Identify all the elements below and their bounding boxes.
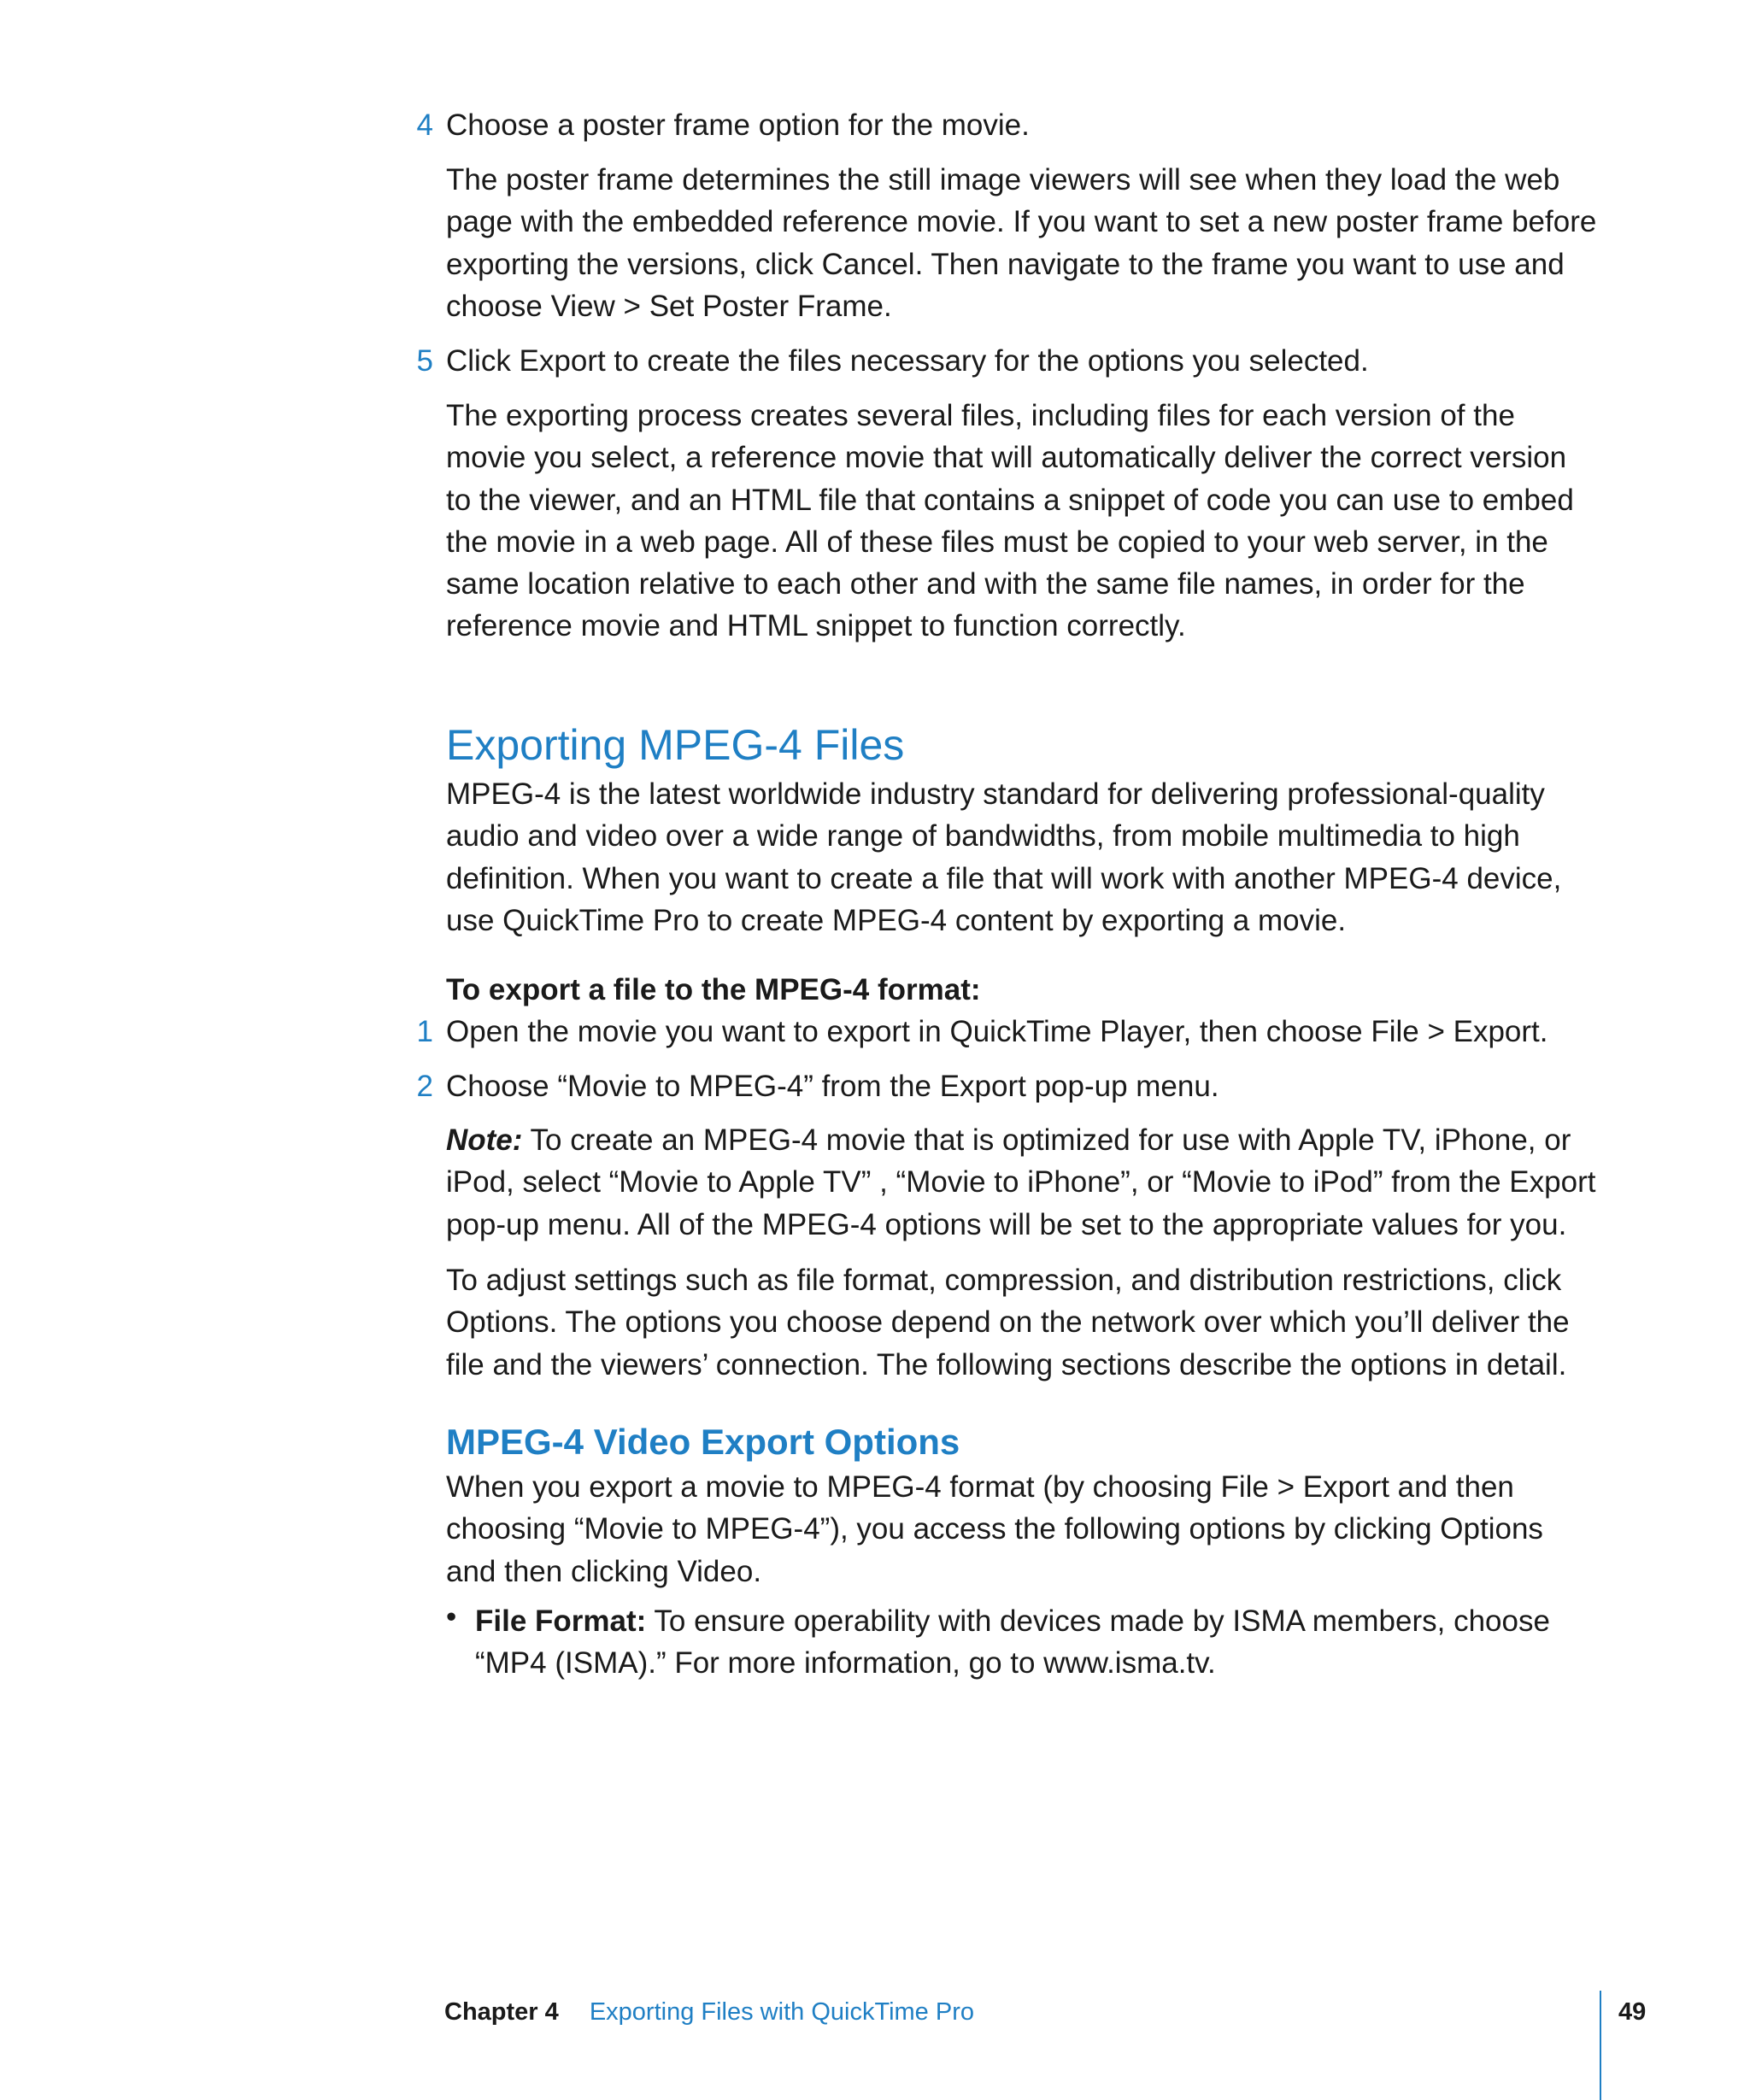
- step-5-detail: [446, 395, 1600, 648]
- task-title: To export a file to the MPEG-4 format:: [446, 973, 981, 1006]
- note-paragraph: [446, 1119, 1600, 1246]
- step-number: 2: [416, 1070, 433, 1103]
- step-number: 4: [416, 109, 433, 142]
- adjust-paragraph: [446, 1259, 1600, 1386]
- step-4: [416, 104, 1600, 146]
- step-1: [416, 1011, 1600, 1053]
- paragraph: To adjust settings such as file format, compression, and distribution restrictions, click Options. The options you choose depend on the network over which you’ll deliver the file and the viewers’ connection. The following sections describe the options in detail.: [446, 1264, 1570, 1381]
- step-4-detail: [446, 159, 1600, 327]
- section-heading: Exporting MPEG-4 Files: [446, 721, 905, 769]
- footer-divider: [1600, 1991, 1601, 2100]
- paragraph: The exporting process creates several files, including files for each version of the movie you select, a reference movie that will automatically deliver the correct version to the viewer, and an HTML file that contains a snippet of code you can use to embed the movie in a web page. All of these files must be copied to your web server, in the same location relative to each other and with the same file names, in order for the reference movie and HTML snippet to function correctly.: [446, 399, 1574, 643]
- bullet-marker: •: [446, 1600, 457, 1634]
- subsection-intro: [446, 1466, 1600, 1593]
- paragraph: When you export a movie to MPEG-4 format (by choosing File > Export and then choosing “Movie to MPEG-4”), you access the following options by clicking Options and then clicking Video.: [446, 1470, 1543, 1588]
- step-text: Click Export to create the files necessary for the options you selected.: [446, 344, 1369, 378]
- page-number: 49: [1618, 1998, 1647, 2026]
- bullet-label: File Format:: [475, 1604, 647, 1638]
- footer-chapter-title: Exporting Files with QuickTime Pro: [589, 1998, 974, 2026]
- paragraph: The poster frame determines the still image viewers will see when they load the web page with the embedded reference movie. If you want to set a new poster frame before exporting the versions, click Cancel. Then navigate to the frame you want to use and choose View > Set Poster Frame.: [446, 163, 1597, 323]
- bullet-text: To ensure operability with devices made by ISMA members, choose “MP4 (ISMA).” For more information, go to www.isma.tv.: [475, 1604, 1550, 1681]
- section-intro: [446, 773, 1600, 941]
- bullet-item: [446, 1600, 1600, 1685]
- footer-chapter: Chapter 4: [444, 1998, 559, 2026]
- step-5: [416, 340, 1600, 382]
- step-text: Choose a poster frame option for the movie.: [446, 109, 1030, 142]
- note-text: To create an MPEG-4 movie that is optimized for use with Apple TV, iPhone, or iPod, select “Movie to Apple TV” , “Movie to iPhone”, or “Movie to iPod” from the Export pop-up menu. All of the MPEG-4 options will be set to the appropriate values for you.: [446, 1123, 1596, 1241]
- paragraph: MPEG-4 is the latest worldwide industry standard for delivering professional-quality audio and video over a wide range of bandwidths, from mobile multimedia to high definition. When you want to create a file that will work with another MPEG-4 device, use QuickTime Pro to create MPEG-4 content by exporting a movie.: [446, 777, 1562, 937]
- subsection-heading: MPEG-4 Video Export Options: [446, 1422, 960, 1462]
- step-text: Open the movie you want to export in QuickTime Player, then choose File > Export.: [446, 1015, 1548, 1048]
- step-2: [416, 1065, 1600, 1107]
- note-label: Note:: [446, 1123, 523, 1157]
- step-number: 1: [416, 1015, 433, 1048]
- step-number: 5: [416, 344, 433, 378]
- step-text: Choose “Movie to MPEG-4” from the Export pop-up menu.: [446, 1070, 1219, 1103]
- page-footer: [444, 1995, 974, 2029]
